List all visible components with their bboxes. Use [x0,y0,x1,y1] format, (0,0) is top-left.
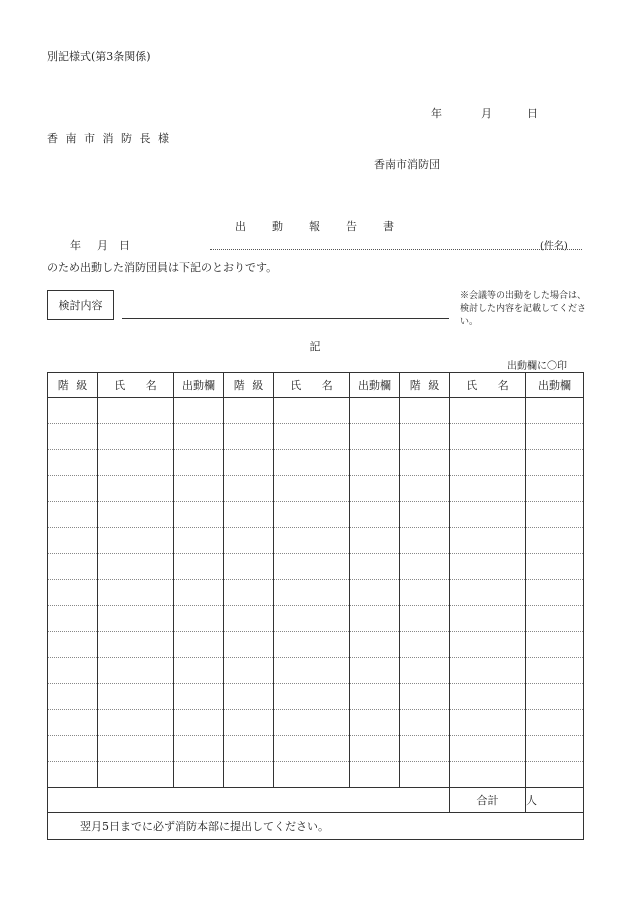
rank-cell[interactable] [400,424,450,450]
intro-text: のため出動した消防団員は下記のとおりです。 [47,261,278,274]
rank-cell[interactable] [224,710,274,736]
name-cell[interactable] [274,632,350,658]
table-row [48,736,584,762]
name-cell[interactable] [98,424,174,450]
name-cell[interactable] [450,736,526,762]
name-cell[interactable] [450,762,526,788]
rank-header: 階 級 [224,373,274,398]
rank-header: 階 級 [400,373,450,398]
attendance-cell[interactable] [174,632,224,658]
rank-cell[interactable] [400,450,450,476]
name-cell[interactable] [450,580,526,606]
rank-cell[interactable] [400,658,450,684]
rank-cell[interactable] [224,762,274,788]
rank-cell[interactable] [400,762,450,788]
rank-cell[interactable] [48,632,98,658]
attendance-cell[interactable] [350,450,400,476]
rank-cell[interactable] [48,450,98,476]
meeting-note: ※会議等の出動をした場合は、検討した内容を記載してください。 [460,291,587,327]
name-cell[interactable] [450,710,526,736]
name-cell[interactable] [98,606,174,632]
name-cell[interactable] [450,632,526,658]
attendance-cell[interactable] [350,528,400,554]
rank-header: 階 級 [48,373,98,398]
review-label-box [47,290,114,320]
attendance-cell[interactable] [350,736,400,762]
rank-cell[interactable] [400,554,450,580]
attendance-cell[interactable] [526,736,584,762]
attendance-cell[interactable] [174,684,224,710]
attendance-cell[interactable] [350,502,400,528]
name-cell[interactable] [274,424,350,450]
table-row [48,450,584,476]
name-cell[interactable] [450,450,526,476]
attendance-cell[interactable] [526,398,584,424]
footer-notice: 翌月5日までに必ず消防本部に提出してください。 [48,813,584,840]
rank-cell[interactable] [224,450,274,476]
table-row [48,554,584,580]
title-char: 書 [383,220,395,233]
attendance-cell[interactable] [174,736,224,762]
table-row [48,762,584,788]
name-cell[interactable] [274,684,350,710]
rank-cell[interactable] [224,476,274,502]
rank-cell[interactable] [400,580,450,606]
subject-fill-line[interactable] [210,249,582,250]
rank-cell[interactable] [48,424,98,450]
table-row [48,632,584,658]
name-cell[interactable] [450,476,526,502]
name-header: 氏 名 [98,373,174,398]
table-row [48,580,584,606]
name-cell[interactable] [98,658,174,684]
dispatch-year-label: 年 [70,239,81,252]
title-char: 報 [309,220,321,233]
attendance-cell[interactable] [526,554,584,580]
name-cell[interactable] [274,658,350,684]
name-cell[interactable] [450,398,526,424]
attendance-cell[interactable] [526,424,584,450]
name-cell[interactable] [450,658,526,684]
name-cell[interactable] [450,528,526,554]
table-header-row [48,373,584,398]
attendance-header: 出動欄 [350,373,400,398]
footer-notice-row [48,813,584,840]
attendance-cell[interactable] [350,580,400,606]
rank-cell[interactable] [48,710,98,736]
attendance-cell[interactable] [174,528,224,554]
table-row [48,528,584,554]
total-row [48,788,584,813]
rank-cell[interactable] [48,658,98,684]
name-cell[interactable] [274,762,350,788]
rank-cell[interactable] [224,554,274,580]
name-cell[interactable] [98,450,174,476]
ki-heading: 記 [309,340,321,353]
attendance-cell[interactable] [526,450,584,476]
attendance-cell[interactable] [526,632,584,658]
rank-cell[interactable] [400,632,450,658]
attendance-cell[interactable] [174,580,224,606]
name-cell[interactable] [450,554,526,580]
total-label: 合計 [450,788,526,813]
attendance-cell[interactable] [350,476,400,502]
name-cell[interactable] [98,580,174,606]
sender: 香南市消防団 [374,158,440,171]
name-cell[interactable] [98,710,174,736]
name-cell[interactable] [98,632,174,658]
form-identifier: 別記様式(第3条関係) [47,50,151,63]
name-cell[interactable] [274,450,350,476]
attendance-cell[interactable] [526,684,584,710]
name-cell[interactable] [98,528,174,554]
name-cell[interactable] [450,502,526,528]
table-row [48,424,584,450]
rank-cell[interactable] [224,632,274,658]
attendance-cell[interactable] [526,658,584,684]
attendance-header: 出動欄 [174,373,224,398]
rank-cell[interactable] [48,606,98,632]
table-row [48,502,584,528]
rank-cell[interactable] [48,502,98,528]
rank-cell[interactable] [48,476,98,502]
attendance-cell[interactable] [174,502,224,528]
name-cell[interactable] [450,684,526,710]
roster-table [47,372,584,840]
table-row [48,658,584,684]
rank-cell[interactable] [48,528,98,554]
rank-cell[interactable] [224,606,274,632]
rank-cell[interactable] [48,580,98,606]
attendance-cell[interactable] [526,606,584,632]
name-cell[interactable] [450,606,526,632]
title-char: 動 [272,220,284,233]
rank-cell[interactable] [48,684,98,710]
name-header: 氏 名 [274,373,350,398]
attendance-cell[interactable] [350,710,400,736]
rank-cell[interactable] [224,684,274,710]
rank-cell[interactable] [48,762,98,788]
rank-cell[interactable] [224,528,274,554]
report-month-label: 月 [481,107,492,120]
attendance-mark-note: 出動欄に〇印 [507,361,567,372]
document-title [0,218,630,234]
rank-cell[interactable] [400,736,450,762]
attendance-cell[interactable] [350,606,400,632]
name-cell[interactable] [450,424,526,450]
addressee: 香 南 市 消 防 長 様 [47,132,171,145]
attendance-cell[interactable] [350,398,400,424]
rank-cell[interactable] [224,658,274,684]
attendance-header: 出動欄 [526,373,584,398]
attendance-cell[interactable] [350,554,400,580]
table-row [48,606,584,632]
rank-cell[interactable] [400,502,450,528]
name-cell[interactable] [98,502,174,528]
attendance-cell[interactable] [526,502,584,528]
title-char: 出 [235,220,247,233]
name-cell[interactable] [98,684,174,710]
name-cell[interactable] [98,762,174,788]
rank-cell[interactable] [400,606,450,632]
name-cell[interactable] [274,710,350,736]
rank-cell[interactable] [224,398,274,424]
title-char: 告 [346,220,358,233]
review-fill-line[interactable] [122,318,449,319]
subject-label: (件名) [540,241,568,252]
attendance-cell[interactable] [350,424,400,450]
rank-cell[interactable] [48,398,98,424]
review-label: 検討内容 [58,299,103,312]
attendance-cell[interactable] [526,762,584,788]
rank-cell[interactable] [400,398,450,424]
attendance-cell[interactable] [174,476,224,502]
name-header: 氏 名 [450,373,526,398]
attendance-cell[interactable] [174,450,224,476]
table-row [48,398,584,424]
attendance-cell[interactable] [174,606,224,632]
rank-cell[interactable] [224,580,274,606]
name-cell[interactable] [274,554,350,580]
attendance-cell[interactable] [174,658,224,684]
name-cell[interactable] [98,398,174,424]
total-row-blank [48,788,450,813]
attendance-cell[interactable] [350,762,400,788]
attendance-cell[interactable] [526,528,584,554]
name-cell[interactable] [274,398,350,424]
rank-cell[interactable] [400,476,450,502]
dispatch-month-label: 月 [97,239,108,252]
total-persons-field[interactable]: 人 [526,788,584,813]
dispatch-day-label: 日 [119,239,130,252]
rank-cell[interactable] [400,710,450,736]
attendance-cell[interactable] [526,476,584,502]
name-cell[interactable] [274,736,350,762]
name-cell[interactable] [98,476,174,502]
attendance-cell[interactable] [174,424,224,450]
attendance-cell[interactable] [174,554,224,580]
rank-cell[interactable] [224,502,274,528]
rank-cell[interactable] [224,736,274,762]
rank-cell[interactable] [48,736,98,762]
rank-cell[interactable] [48,554,98,580]
rank-cell[interactable] [400,528,450,554]
attendance-cell[interactable] [174,762,224,788]
attendance-cell[interactable] [174,398,224,424]
name-cell[interactable] [274,606,350,632]
table-row [48,684,584,710]
attendance-cell[interactable] [350,684,400,710]
attendance-cell[interactable] [350,658,400,684]
name-cell[interactable] [274,528,350,554]
attendance-cell[interactable] [526,710,584,736]
attendance-cell[interactable] [174,710,224,736]
attendance-cell[interactable] [526,580,584,606]
rank-cell[interactable] [224,424,274,450]
name-cell[interactable] [274,476,350,502]
name-cell[interactable] [274,502,350,528]
name-cell[interactable] [274,580,350,606]
name-cell[interactable] [98,736,174,762]
rank-cell[interactable] [400,684,450,710]
table-row [48,476,584,502]
report-year-label: 年 [431,107,442,120]
table-row [48,710,584,736]
attendance-cell[interactable] [350,632,400,658]
name-cell[interactable] [98,554,174,580]
report-day-label: 日 [527,107,538,120]
